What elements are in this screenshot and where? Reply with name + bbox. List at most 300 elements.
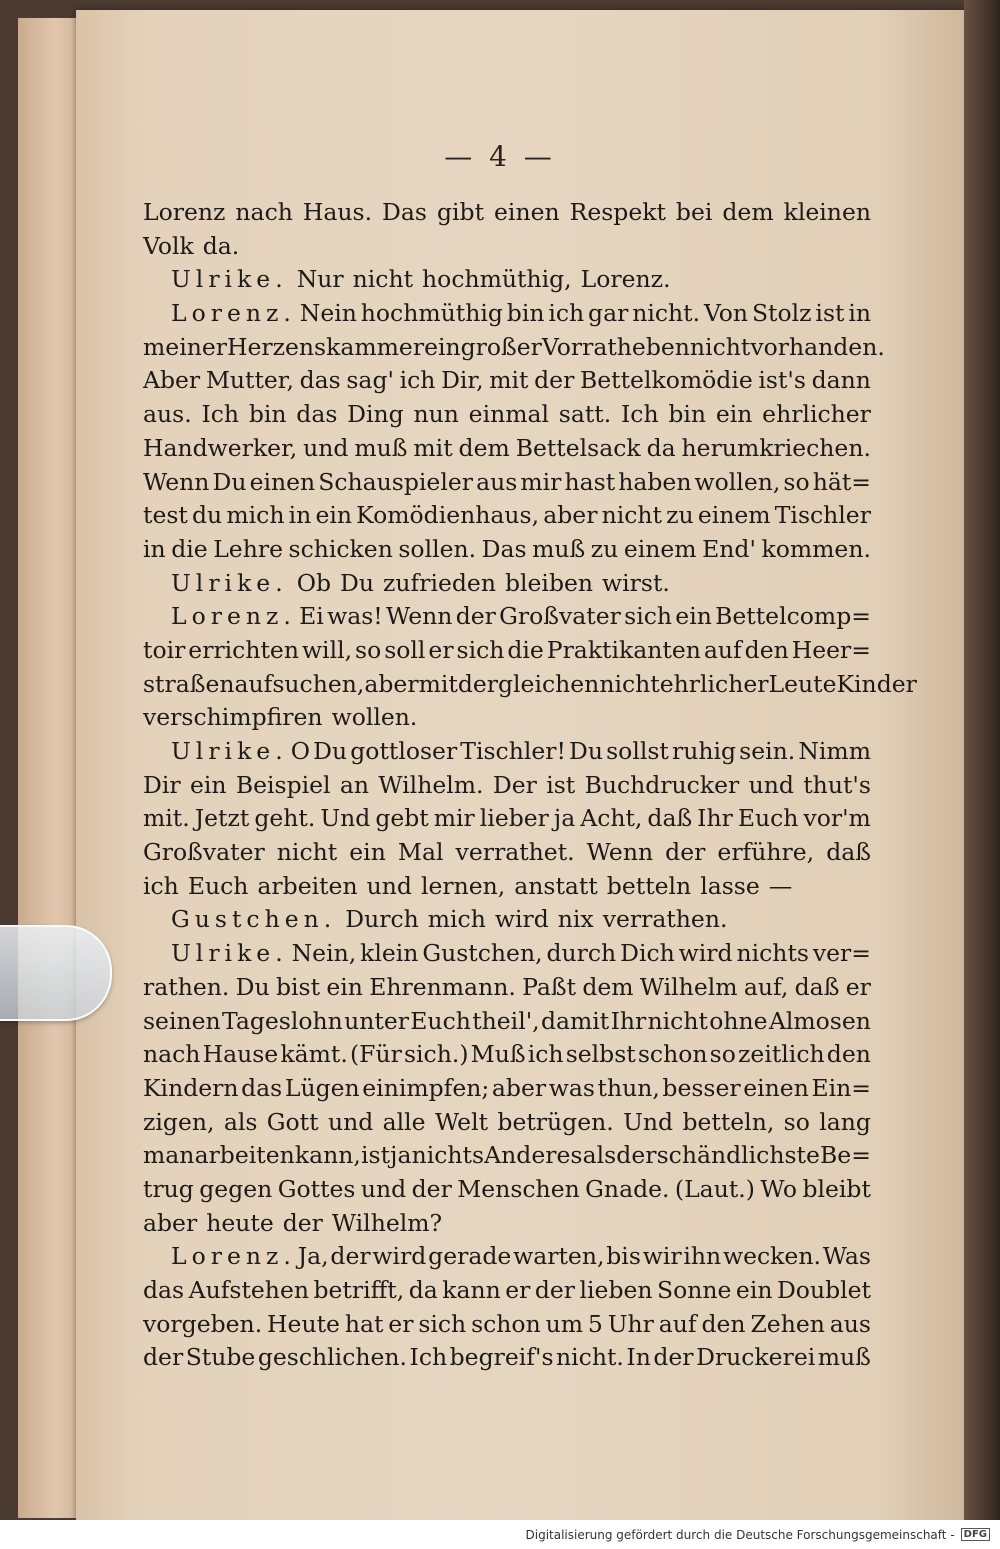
- word: aber: [143, 1208, 198, 1237]
- word: Jetzt: [194, 804, 250, 833]
- word: Menschen: [457, 1174, 580, 1203]
- word: seinen: [143, 1006, 221, 1035]
- word: Wo: [760, 1174, 798, 1203]
- word: Bettelcomp=: [715, 602, 871, 631]
- word: Bettelkomödie: [579, 366, 753, 395]
- word: bin: [668, 400, 707, 429]
- word: schändlichste: [656, 1141, 820, 1170]
- word: aus: [476, 467, 518, 496]
- word: er: [388, 1309, 414, 1338]
- word: was!: [327, 602, 383, 631]
- word: Heute: [267, 1309, 340, 1338]
- word: und: [303, 433, 349, 462]
- word: Ob: [296, 568, 332, 597]
- word: Kindern: [143, 1073, 239, 1102]
- word: sag': [346, 366, 394, 395]
- word: gerade: [428, 1242, 512, 1271]
- word: Heer=: [791, 635, 871, 664]
- word: ruhig: [671, 737, 737, 765]
- word: das: [241, 1073, 283, 1102]
- word: durch: [546, 939, 617, 968]
- word: einen: [494, 198, 560, 226]
- word: den: [826, 1040, 871, 1069]
- word: mir: [520, 467, 562, 496]
- page-text: [143, 196, 917, 1375]
- word: Herzenskammer: [226, 332, 425, 361]
- word: Durch: [345, 905, 419, 934]
- word: —: [768, 871, 793, 900]
- word: Beispiel: [235, 770, 331, 799]
- word: dem: [458, 433, 510, 462]
- word: Nur: [296, 265, 344, 294]
- word: bin: [506, 299, 545, 328]
- word: Du: [340, 568, 374, 597]
- word: wecken.: [723, 1242, 821, 1271]
- text-line: [143, 398, 871, 432]
- word: Mal: [397, 838, 444, 867]
- word: thut's: [803, 770, 871, 799]
- word: zigen,: [143, 1107, 215, 1136]
- text-line: [143, 870, 871, 904]
- word: man: [143, 1141, 195, 1170]
- word: hochmüthig: [360, 299, 503, 328]
- word: ein: [349, 838, 386, 867]
- word: anstatt: [514, 871, 598, 900]
- word: Ulrike.: [171, 939, 288, 968]
- word: ja: [553, 804, 576, 833]
- word: arbeiten: [257, 871, 358, 900]
- word: Ulrike.: [171, 737, 288, 765]
- word: Ihr: [697, 804, 733, 833]
- word: Ich: [201, 400, 240, 429]
- word: so: [709, 1040, 736, 1069]
- text-line: [143, 567, 871, 601]
- word: 5: [587, 1309, 603, 1338]
- word: sollen.: [398, 534, 477, 563]
- word: Aber: [143, 366, 201, 395]
- word: test: [143, 501, 188, 530]
- word: toir: [143, 635, 186, 664]
- word: Euch: [187, 871, 249, 900]
- word: dann: [811, 366, 871, 395]
- word: in: [848, 299, 871, 328]
- text-line: [143, 971, 871, 1005]
- word: und: [327, 1107, 374, 1136]
- word: nix: [557, 905, 594, 934]
- word: Wilhelm: [639, 972, 738, 1001]
- word: er: [845, 972, 871, 1001]
- word: ist: [361, 1141, 391, 1170]
- word: als: [582, 1141, 617, 1170]
- word: haben: [618, 467, 692, 496]
- word: ich: [527, 1040, 564, 1069]
- word: der: [143, 1343, 184, 1372]
- word: gebt: [375, 804, 429, 833]
- word: Lehre: [213, 534, 283, 563]
- word: der: [534, 366, 575, 395]
- word: zeitlich: [738, 1040, 825, 1069]
- word: sollst: [606, 737, 669, 765]
- word: Welt: [434, 1107, 489, 1136]
- word: so: [783, 1107, 810, 1136]
- word: wird: [678, 939, 733, 968]
- text-line: [143, 364, 871, 398]
- word: bleiben: [504, 568, 594, 597]
- word: daß: [826, 838, 871, 867]
- word: Und: [623, 1107, 674, 1136]
- word: Nein: [299, 299, 357, 328]
- word: kämt.: [280, 1040, 348, 1069]
- word: dergleichen: [457, 669, 600, 698]
- word: Almosen: [768, 1006, 871, 1035]
- word: Gustchen.: [171, 905, 337, 934]
- word: einem: [697, 501, 771, 530]
- word: nicht: [647, 1006, 708, 1035]
- text-line: [143, 668, 917, 702]
- word: der: [534, 1276, 576, 1304]
- word: und: [366, 871, 412, 900]
- word: er: [428, 635, 454, 664]
- word: Nein,: [291, 939, 357, 968]
- word: vorgeben.: [143, 1309, 263, 1338]
- word: die: [507, 635, 544, 664]
- word: (Laut.): [674, 1174, 755, 1203]
- word: und: [748, 770, 794, 799]
- word: heute: [206, 1208, 274, 1237]
- word: kann: [442, 1276, 501, 1304]
- funding-notice: Digitalisierung gefördert durch die Deutsche Forschungsgemeinschaft -: [525, 1527, 955, 1542]
- word: mich: [226, 501, 285, 530]
- word: ein: [424, 332, 461, 361]
- word: bei: [675, 198, 713, 226]
- word: Volk: [143, 231, 194, 260]
- word: so: [355, 635, 382, 664]
- word: Von: [703, 299, 749, 328]
- page-clip: [0, 925, 112, 1021]
- word: kommen.: [761, 534, 871, 563]
- word: sein.: [739, 737, 796, 765]
- word: nicht.: [556, 1343, 624, 1372]
- word: Ein=: [811, 1073, 871, 1102]
- word: ihn: [683, 1242, 722, 1271]
- word: soll: [384, 635, 426, 664]
- word: thun,: [597, 1073, 660, 1102]
- word: er: [505, 1276, 531, 1304]
- word: wirst.: [602, 568, 670, 597]
- word: nicht: [276, 838, 338, 867]
- word: ein: [735, 1276, 773, 1304]
- word: daß: [647, 804, 693, 833]
- word: auf: [703, 635, 742, 664]
- word: alle: [382, 1107, 426, 1136]
- word: meiner: [143, 332, 227, 361]
- word: Das: [382, 198, 427, 226]
- word: Sonne: [657, 1276, 732, 1304]
- text-line: [143, 1207, 871, 1241]
- word: Lügen: [284, 1073, 360, 1102]
- word: Praktikanten: [546, 635, 701, 664]
- word: Bettelsack: [515, 433, 641, 462]
- word: Großvater: [499, 602, 621, 631]
- word: Mutter,: [205, 366, 294, 395]
- text-line: [143, 836, 871, 870]
- word: großer: [460, 332, 542, 361]
- word: der: [282, 1208, 323, 1237]
- word: Ihr: [610, 1006, 647, 1035]
- text-line: [143, 1308, 871, 1342]
- text-line: [143, 1173, 871, 1207]
- word: ist's: [758, 366, 806, 395]
- word: Anderes: [484, 1141, 583, 1170]
- word: ver=: [812, 939, 871, 968]
- word: bin: [248, 400, 287, 429]
- word: Dir,: [441, 366, 484, 395]
- word: dem: [582, 972, 634, 1001]
- text-line: [143, 1274, 871, 1308]
- word: ein: [675, 602, 712, 631]
- word: ein: [715, 400, 753, 429]
- word: Du: [569, 737, 604, 765]
- word: kann,: [294, 1141, 361, 1170]
- word: aber: [364, 669, 419, 698]
- word: arbeiten: [194, 1141, 295, 1170]
- word: auf,: [743, 972, 789, 1001]
- word: verschimpfiren: [143, 703, 323, 732]
- word: als: [223, 1107, 258, 1136]
- word: ist: [815, 299, 845, 328]
- word: (Für: [349, 1040, 402, 1069]
- word: Ja,: [297, 1242, 329, 1271]
- word: Komödienhaus,: [356, 501, 540, 530]
- word: mir: [433, 804, 475, 833]
- word: nichts: [736, 939, 809, 968]
- word: O: [290, 737, 311, 765]
- word: Ich: [409, 1343, 448, 1372]
- word: Ding: [347, 400, 404, 429]
- word: mit: [418, 669, 458, 698]
- text-line: [143, 230, 871, 264]
- word: Respekt: [569, 198, 666, 226]
- word: ja: [390, 1141, 412, 1170]
- word: verrathen.: [602, 905, 728, 934]
- word: Gnade.: [585, 1174, 670, 1203]
- text-line: [143, 432, 871, 466]
- word: kleinen: [783, 198, 871, 226]
- word: betrügen.: [497, 1107, 614, 1136]
- word: in: [288, 501, 312, 530]
- text-line: [143, 499, 871, 533]
- word: Und: [320, 804, 371, 833]
- word: aus: [829, 1309, 871, 1338]
- word: errichten: [188, 635, 299, 664]
- book-spine-shadow: [964, 0, 1000, 1549]
- word: wollen.: [331, 703, 418, 732]
- word: Muß: [470, 1040, 526, 1069]
- word: herumkriechen.: [681, 433, 871, 462]
- word: gottloser: [350, 737, 458, 765]
- word: theil',: [472, 1006, 540, 1035]
- word: Wenn: [386, 602, 453, 631]
- word: der: [653, 1343, 694, 1372]
- word: Aufstehen: [188, 1276, 309, 1304]
- word: Du: [313, 737, 348, 765]
- word: ich: [548, 299, 585, 328]
- word: Hause: [202, 1040, 279, 1069]
- word: was: [548, 1073, 595, 1102]
- word: dem: [722, 198, 774, 226]
- word: lernen,: [420, 871, 506, 900]
- word: nicht: [599, 669, 660, 698]
- text-line: [143, 802, 871, 836]
- dfg-logo: DFG: [961, 1528, 990, 1541]
- word: vorhanden.: [750, 332, 885, 361]
- word: Ich: [621, 400, 659, 429]
- text-line: [143, 297, 871, 331]
- word: zufrieden: [383, 568, 496, 597]
- word: hät=: [812, 467, 871, 496]
- word: Druckerei: [696, 1343, 816, 1372]
- word: sich: [456, 635, 505, 664]
- word: Zehen: [750, 1309, 825, 1338]
- word: Stube: [185, 1343, 256, 1372]
- word: Uhr: [607, 1309, 654, 1338]
- word: um: [545, 1309, 583, 1338]
- word: nicht: [689, 332, 751, 361]
- text-line: [143, 1139, 871, 1173]
- word: lieben: [579, 1276, 653, 1304]
- word: bis: [606, 1242, 641, 1271]
- word: Der: [492, 770, 537, 799]
- word: Paßt: [522, 972, 577, 1001]
- word: nach: [143, 1040, 201, 1069]
- text-line: [143, 263, 871, 297]
- word: wird: [494, 905, 549, 934]
- word: Ehrenmann.: [369, 972, 516, 1001]
- word: ein: [189, 770, 227, 799]
- word: Nimm: [798, 737, 871, 765]
- word: den: [701, 1309, 746, 1338]
- word: Vorrath: [541, 332, 632, 361]
- word: schon: [637, 1040, 708, 1069]
- previous-page-edge: [18, 18, 82, 1518]
- word: hat: [344, 1309, 384, 1338]
- word: sich: [624, 602, 673, 631]
- word: betteln,: [682, 1107, 775, 1136]
- word: ehrlicher: [762, 400, 871, 429]
- word: hochmüthig,: [422, 265, 572, 294]
- text-line: [143, 1072, 871, 1106]
- word: rathen.: [143, 972, 230, 1001]
- word: klein: [360, 939, 419, 968]
- text-line: [143, 600, 871, 634]
- word: Gustchen,: [422, 939, 543, 968]
- word: sich.): [403, 1040, 469, 1069]
- word: Gott: [266, 1107, 319, 1136]
- word: ehrlicher: [659, 669, 769, 698]
- text-line: [143, 1106, 871, 1140]
- word: Acht,: [580, 804, 643, 833]
- word: mich: [427, 905, 486, 934]
- word: einimpfen;: [362, 1073, 490, 1102]
- word: Wenn: [586, 838, 654, 867]
- word: nicht.: [632, 299, 701, 328]
- word: End': [702, 534, 756, 563]
- word: Handwerker,: [143, 433, 298, 462]
- word: betteln: [606, 871, 692, 900]
- text-line: [143, 466, 871, 500]
- text-line: [143, 1005, 871, 1039]
- word: In: [626, 1343, 651, 1372]
- word: Kinder: [836, 669, 917, 698]
- word: Buchdrucker: [584, 770, 740, 799]
- word: der: [665, 838, 706, 867]
- word: zu: [590, 534, 619, 563]
- word: straßen: [143, 669, 235, 698]
- word: einem: [623, 534, 697, 563]
- word: das: [299, 366, 341, 395]
- word: bist: [275, 972, 321, 1001]
- word: aus.: [143, 400, 192, 429]
- word: Dir: [143, 770, 181, 799]
- text-line: [143, 735, 871, 769]
- footer-bar: [0, 1520, 1000, 1549]
- word: Lorenz.: [580, 265, 671, 294]
- word: Du: [212, 467, 247, 496]
- word: wollen,: [694, 467, 781, 496]
- text-line: [143, 1341, 871, 1375]
- text-line: [143, 937, 871, 971]
- word: muß: [817, 1343, 871, 1372]
- text-line: [143, 533, 871, 567]
- word: ein: [315, 501, 352, 530]
- word: trug: [143, 1174, 194, 1203]
- word: Be=: [820, 1141, 871, 1170]
- word: aber: [543, 501, 598, 530]
- word: einen: [743, 1073, 809, 1102]
- word: Wilhelm.: [378, 770, 484, 799]
- word: Was: [822, 1242, 871, 1271]
- word: vor'm: [803, 804, 871, 833]
- page-number: — 4 —: [444, 140, 556, 173]
- word: der: [411, 1174, 452, 1203]
- word: du: [192, 501, 223, 530]
- word: gar: [588, 299, 629, 328]
- word: Lorenz: [143, 198, 226, 226]
- word: nicht: [352, 265, 414, 294]
- word: gibt: [436, 198, 485, 226]
- word: geht.: [254, 804, 316, 833]
- word: Schauspieler: [318, 467, 473, 496]
- text-line: [143, 903, 871, 937]
- word: hast: [564, 467, 616, 496]
- word: das: [143, 1276, 185, 1304]
- word: begreif's: [449, 1343, 554, 1372]
- word: selbst: [565, 1040, 636, 1069]
- word: ich: [143, 871, 179, 900]
- word: muß: [354, 433, 408, 462]
- word: Ulrike.: [171, 568, 288, 597]
- word: verrathet.: [455, 838, 575, 867]
- word: besser: [662, 1073, 741, 1102]
- word: damit: [540, 1006, 610, 1035]
- word: betrifft,: [313, 1276, 405, 1304]
- word: bleibt: [802, 1174, 871, 1203]
- word: ein: [326, 972, 363, 1001]
- word: wir: [642, 1242, 682, 1271]
- word: ohne: [709, 1006, 768, 1035]
- word: Haus.: [302, 198, 373, 226]
- word: unter: [344, 1006, 409, 1035]
